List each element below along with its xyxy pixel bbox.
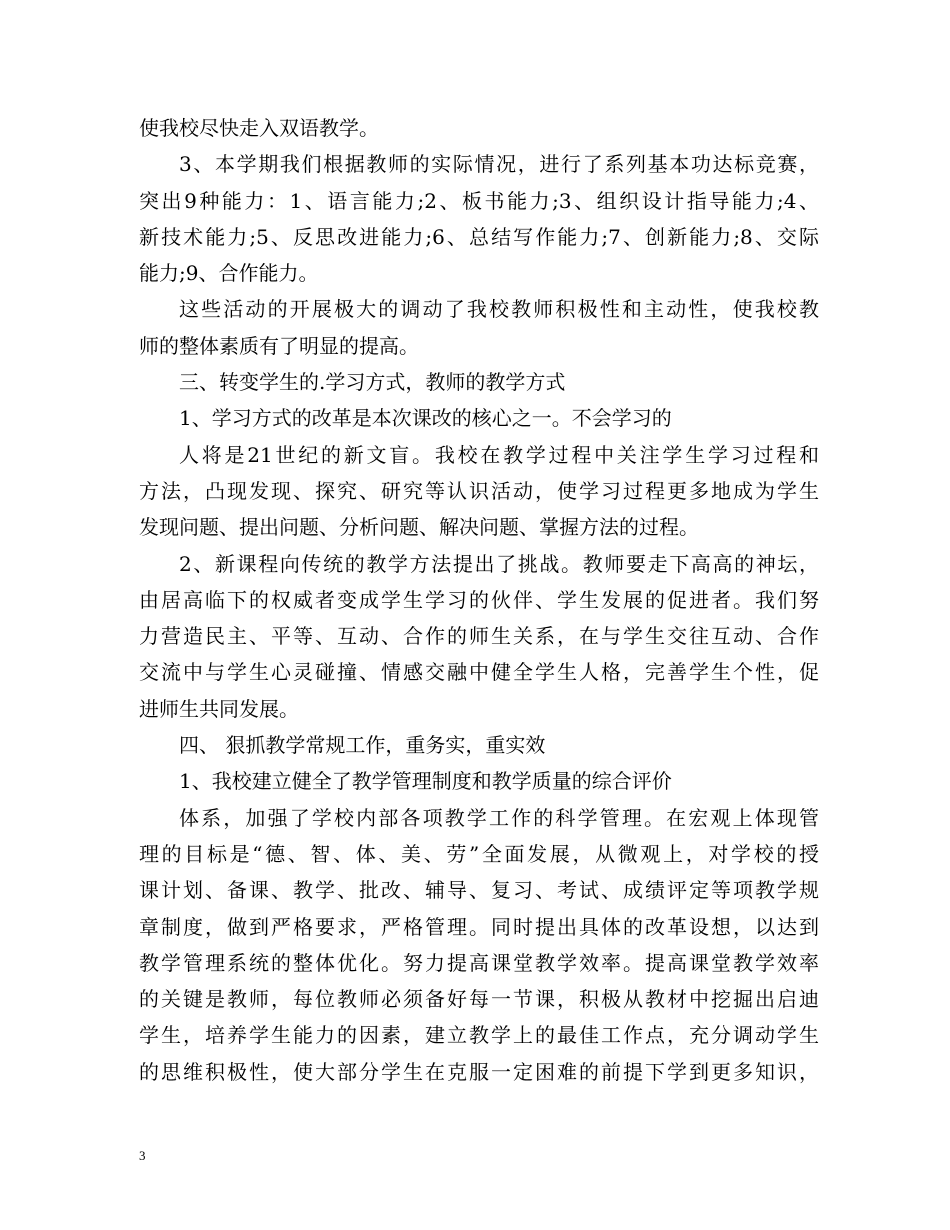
text-line-27: 的思维积极性，使大部分学生在克服一定困难的前提下学到更多知识，	[139, 1059, 819, 1084]
text-line-23: 章制度，做到严格要求，严格管理。同时提出具体的改革设想，以达到	[139, 914, 819, 939]
document-body	[139, 110, 819, 1090]
text-line-13: 2、新课程向传统的教学方法提出了挑战。教师要走下高高的神坛，	[179, 551, 819, 576]
text-line-10: 人将是21世纪的新文盲。我校在教学过程中关注学生学习过程和	[179, 442, 819, 467]
text-line-24: 教学管理系统的整体优化。努力提高课堂教学效率。提高课堂教学效率	[139, 950, 819, 975]
text-line-3: 突出9种能力：1、语言能力;2、板书能力;3、组织设计指导能力;4、	[139, 188, 819, 213]
page-number: 3	[139, 1148, 146, 1163]
text-line-16: 交流中与学生心灵碰撞、情感交融中健全学生人格，完善学生个性，促	[139, 660, 819, 685]
text-line-25: 的关键是教师，每位教师必须备好每一节课，积极从教材中挖掘出启迪	[139, 987, 819, 1012]
text-line-7: 师的整体素质有了明显的提高。	[139, 333, 419, 358]
text-line-20: 体系，加强了学校内部各项教学工作的科学管理。在宏观上体现管	[179, 805, 819, 830]
text-line-2: 3、本学期我们根据教师的实际情况，进行了系列基本功达标竞赛，	[179, 152, 819, 177]
text-line-4: 新技术能力;5、反思改进能力;6、总结写作能力;7、创新能力;8、交际	[139, 224, 819, 249]
section-heading-4: 四、 狠抓教学常规工作，重务实，重实效	[179, 733, 546, 758]
text-line-1: 使我校尽快走入双语教学。	[139, 116, 379, 140]
text-line-19: 1、我校建立健全了教学管理制度和教学质量的综合评价	[179, 769, 672, 794]
text-line-12: 发现问题、提出问题、分析问题、解决问题、掌握方法的过程。	[139, 515, 699, 540]
text-line-15: 力营造民主、平等、互动、合作的师生关系，在与学生交往互动、合作	[139, 624, 819, 649]
text-line-14: 由居高临下的权威者变成学生学习的伙伴、学生发展的促进者。我们努	[139, 587, 819, 612]
text-line-9: 1、学习方式的改革是本次课改的核心之一。不会学习的	[179, 406, 672, 431]
text-line-11: 方法，凸现发现、探究、研究等认识活动，使学习过程更多地成为学生	[139, 478, 819, 503]
section-heading-3: 三、转变学生的.学习方式，教师的教学方式	[179, 370, 566, 395]
text-line-6: 这些活动的开展极大的调动了我校教师积极性和主动性，使我校教	[179, 297, 819, 322]
text-line-26: 学生，培养学生能力的因素，建立教学上的最佳工作点，充分调动学生	[139, 1023, 819, 1048]
text-line-22: 课计划、备课、教学、批改、辅导、复习、考试、成绩评定等项教学规	[139, 878, 819, 903]
text-line-17: 进师生共同发展。	[139, 696, 299, 721]
text-line-21: 理的目标是“德、智、体、美、劳”全面发展，从微观上，对学校的授	[139, 841, 819, 866]
text-line-5: 能力;9、合作能力。	[139, 261, 319, 286]
